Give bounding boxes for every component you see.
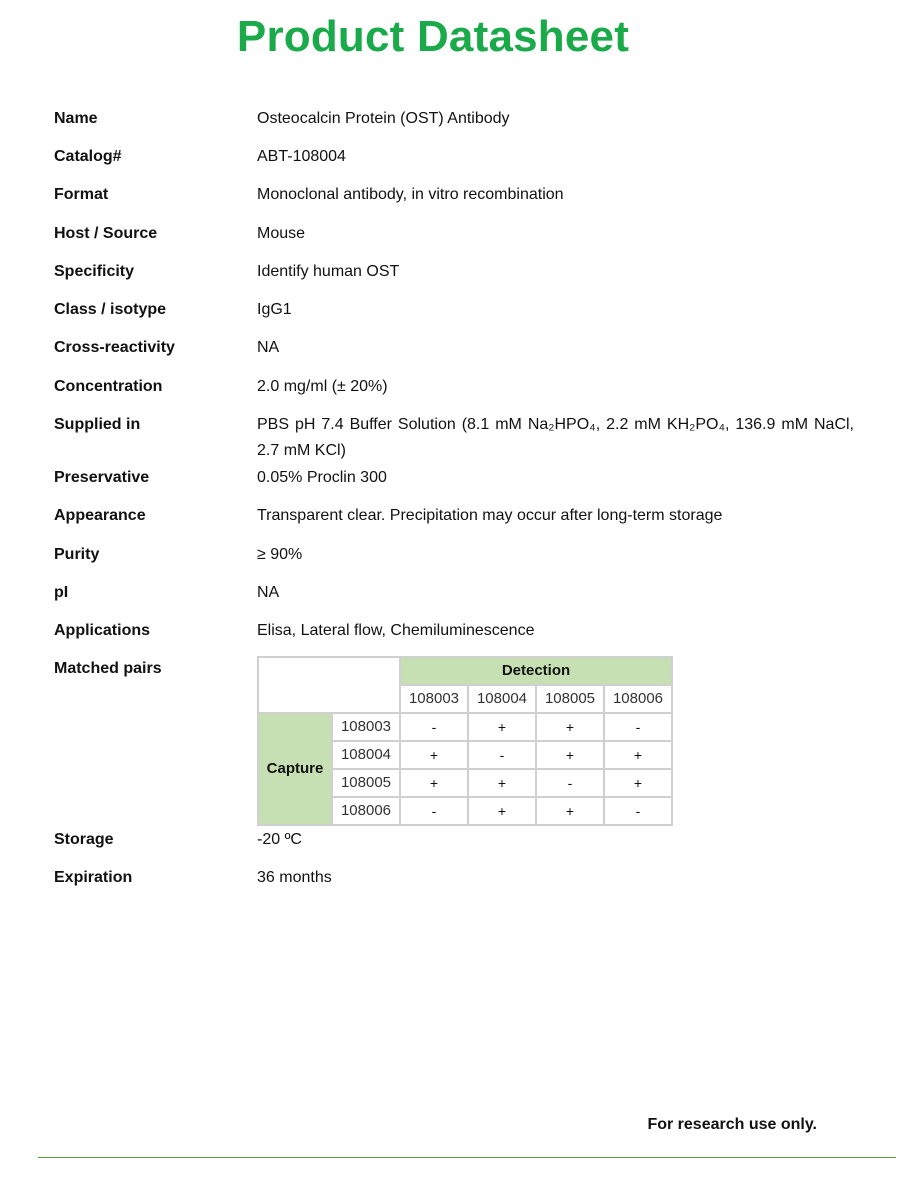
field-host-source	[54, 221, 854, 259]
field-expiration	[54, 865, 854, 903]
field-label: Concentration	[54, 378, 163, 395]
field-storage	[54, 827, 854, 865]
field-label: Matched pairs	[54, 660, 162, 677]
field-value: IgG1	[257, 301, 292, 318]
pair-result: +	[604, 741, 672, 769]
detection-id: 108004	[468, 685, 536, 713]
field-label: Appearance	[54, 507, 146, 524]
pair-result: -	[604, 797, 672, 825]
pair-result: +	[536, 741, 604, 769]
field-preservative	[54, 465, 854, 503]
capture-id: 108004	[332, 741, 400, 769]
field-supplied-in	[54, 412, 854, 465]
field-pi	[54, 580, 854, 618]
field-label: Purity	[54, 546, 100, 563]
field-label: Cross-reactivity	[54, 339, 175, 356]
field-concentration	[54, 374, 854, 412]
pair-result: +	[536, 713, 604, 741]
pair-result: +	[536, 797, 604, 825]
pair-result: +	[468, 713, 536, 741]
field-purity	[54, 542, 854, 580]
field-value: 0.05% Proclin 300	[257, 469, 387, 486]
field-value: Monoclonal antibody, in vitro recombination	[257, 186, 564, 203]
pair-result: -	[400, 713, 468, 741]
field-label: Specificity	[54, 263, 135, 280]
field-value: PBS pH 7.4 Buffer Solution (8.1 mM Na₂HPO₄, 2.2 mM KH₂PO₄, 136.9 mM NaCl, 2.7 mM KCl)	[257, 416, 854, 459]
research-use-note: For research use only.	[647, 1116, 817, 1133]
pair-result: +	[400, 769, 468, 797]
pair-result: +	[400, 741, 468, 769]
field-matched-pairs	[54, 656, 854, 827]
field-value: Mouse	[257, 225, 306, 242]
field-value: 2.0 mg/ml (± 20%)	[257, 378, 388, 395]
field-specificity	[54, 259, 854, 297]
table-corner-cell	[258, 657, 400, 713]
field-value: Elisa, Lateral flow, Chemiluminescence	[257, 622, 535, 639]
field-name	[54, 106, 854, 144]
field-value: Transparent clear. Precipitation may occur after long-term storage	[257, 507, 723, 524]
detection-header: Detection	[400, 657, 672, 685]
pair-result: +	[468, 797, 536, 825]
pair-result: -	[468, 741, 536, 769]
field-value: -20 ºC	[257, 831, 302, 848]
field-value: ABT-108004	[257, 148, 346, 165]
datasheet-fields	[54, 106, 854, 903]
field-label: pI	[54, 584, 69, 601]
field-label: Class / isotype	[54, 301, 167, 318]
matched-pairs-container	[257, 656, 854, 827]
capture-id: 108003	[332, 713, 400, 741]
field-value: ≥ 90%	[257, 546, 303, 563]
pair-result: -	[604, 713, 672, 741]
field-applications	[54, 618, 854, 656]
field-value: 36 months	[257, 869, 332, 886]
field-value: NA	[257, 584, 280, 601]
field-catalog	[54, 144, 854, 182]
capture-id: 108005	[332, 769, 400, 797]
detection-id: 108006	[604, 685, 672, 713]
field-label: Supplied in	[54, 416, 141, 433]
field-label: Host / Source	[54, 225, 158, 242]
field-label: Storage	[54, 831, 114, 848]
field-value: Osteocalcin Protein (OST) Antibody	[257, 110, 510, 127]
field-value: Identify human OST	[257, 263, 400, 280]
pair-result: -	[536, 769, 604, 797]
field-class-isotype	[54, 297, 854, 335]
field-value: NA	[257, 339, 280, 356]
pair-result: +	[468, 769, 536, 797]
pair-result: +	[604, 769, 672, 797]
field-label: Catalog#	[54, 148, 122, 165]
field-label: Preservative	[54, 469, 150, 486]
page-title: Product Datasheet	[236, 12, 630, 61]
field-cross-reactivity	[54, 335, 854, 374]
field-label: Expiration	[54, 869, 133, 886]
detection-id: 108005	[536, 685, 604, 713]
field-label: Applications	[54, 622, 151, 639]
field-label: Format	[54, 186, 109, 203]
field-appearance	[54, 503, 854, 542]
detection-id: 108003	[400, 685, 468, 713]
field-format	[54, 182, 854, 221]
capture-id: 108006	[332, 797, 400, 825]
field-label: Name	[54, 110, 98, 127]
capture-header: Capture	[258, 713, 332, 825]
matched-pairs-table	[257, 656, 673, 826]
footer-divider	[38, 1157, 896, 1158]
pair-result: -	[400, 797, 468, 825]
